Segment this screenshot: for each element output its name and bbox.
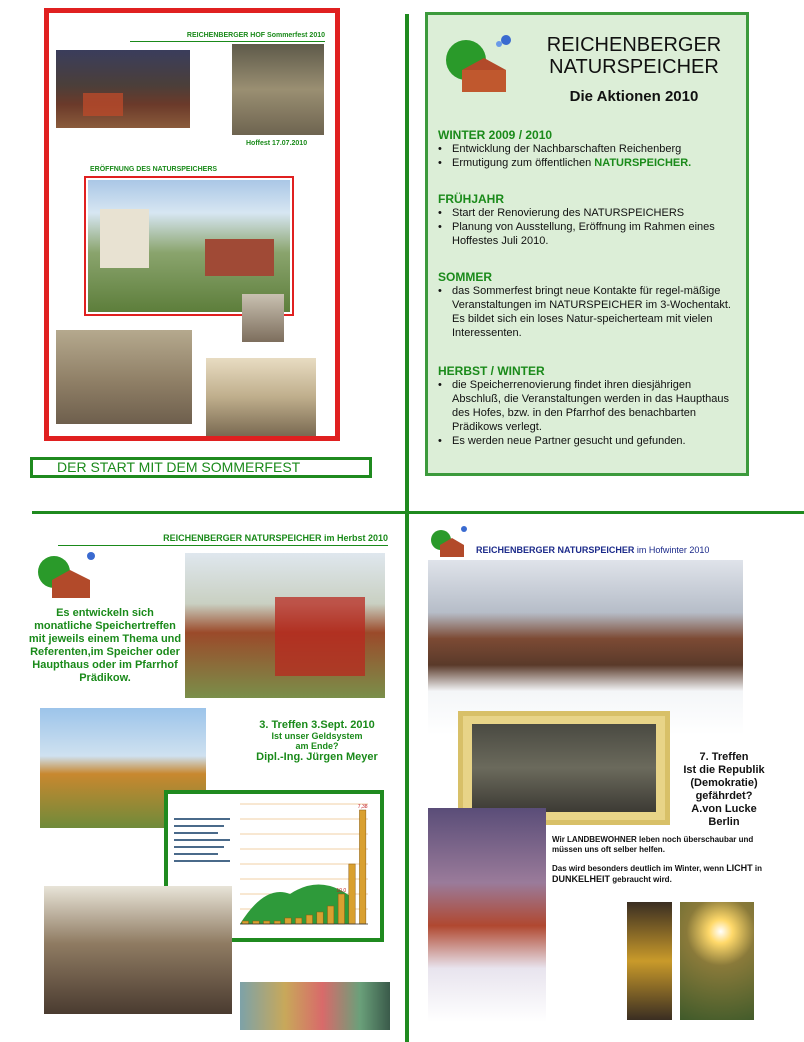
q4-title-suffix: im Hofwinter 2010 [634,545,710,555]
chart-text-line [174,853,218,855]
actions-heading [524,34,744,78]
winter-text-2-c: gebraucht wird. [610,875,672,884]
autumn-section [438,364,738,448]
q3-title: REICHENBERGER NATURSPEICHER im Herbst 2010 [58,533,388,546]
winter-text-2 [552,863,782,885]
winter-text-1: Wir LANDBEWOHNER leben noch überschaubar und müssen uns oft selber helfen. [552,835,754,854]
spring-item-2: • Planung von Ausstellung, Eröffnung im Rahmen eines Hoffestes Juli 2010. [438,220,738,248]
chart-bar [359,810,365,924]
chart-data-label: 7,38 [357,804,368,810]
meeting-3-topic-2: am Ende? [295,741,339,751]
vertical-divider [405,14,409,1042]
couple-photo [242,294,284,342]
musicians-photo [232,44,324,135]
autumn-item-2: • Es werden neue Partner gesucht und gefunden. [438,434,738,448]
heading-line-2: NATURSPEICHER [549,56,719,78]
barn-night-photo [56,50,190,128]
logo-icon [444,30,518,96]
golden-statue-photo [627,902,672,1020]
group-photo [56,330,192,424]
chart-text-line [174,825,224,827]
chart-bar [349,864,355,924]
naturspeicher-logo [444,30,518,96]
winter-text-2-a: Das wird besonders deutlich im Winter, wenn [552,864,727,873]
winter-text-light: LICHT [726,863,753,873]
meeting-3-speaker: Dipl.-Ing. Jürgen Meyer [256,751,378,763]
naturspeicher-logo-small [36,548,100,600]
chart-text-line [174,832,218,834]
summer-section [438,270,738,340]
winter-text-darkness: DUNKELHEIT [552,874,610,884]
winter-title: WINTER 2009 / 2010 [438,128,553,142]
winter-item-1: • Entwicklung der Nachbarschaften Reichenberg [438,142,743,156]
winter-text [552,835,782,885]
chart-text-line [174,818,230,820]
meeting-7-city: Berlin [708,816,740,828]
meeting-photo [44,886,232,1014]
q4-title-main: REICHENBERGER NATURSPEICHER [476,545,635,555]
snowy-house-photo [428,808,546,1022]
chart-bar [327,906,333,924]
meeting-7-topic-1: Ist die Republik [683,764,765,776]
discussion-photo [472,724,656,812]
chart-bar [306,915,312,924]
chart-text-line [174,846,224,848]
logo-tiny-icon [430,524,470,558]
meeting-7-topic-3: gefährdet? [695,790,753,802]
chart-bar [274,921,280,924]
chart-bar [317,912,323,924]
chart-text-line [174,860,230,862]
meeting-7-info [676,751,772,829]
snowy-barn-photo [428,560,743,735]
storage-room-photo [206,358,316,436]
summer-title: SOMMER [438,270,492,284]
meeting-7-topic-2: (Demokratie) [690,777,758,789]
meetings-intro: Es entwickeln sich monatliche Speichertreffen mit jeweils einem Thema und Referenten,im Speicher oder Haupthaus oder im Pfarrhof Prädikow. [28,607,182,684]
summer-item-1: • das Sommerfest bringt neue Kontakte für regel-mäßige Veranstaltungen im NATURSPEICHER im 3-Wochentakt. Es bildet sich ein loses Natur-speicherteam mit vielen Interessenten. [438,284,738,340]
chart-bar [338,894,344,924]
opening-photo [88,180,290,312]
chart-data-label: 10,0 [336,888,347,894]
meeting-3-info [242,719,392,763]
chart-bar [253,921,259,924]
naturspeicher-logo-tiny [430,524,470,558]
autumn-title: HERBST / WINTER [438,364,545,378]
spring-title: FRÜHJAHR [438,192,504,206]
heading-line-1: REICHENBERGER [546,34,722,56]
q1-title: REICHENBERGER HOF Sommerfest 2010 [130,32,325,42]
chart-bar [285,918,291,924]
chart-bar [263,921,269,924]
logo-small-icon [36,548,100,600]
banknotes-photo [240,982,390,1030]
winter-item-2-bold: NATURSPEICHER. [594,157,692,169]
autumn-house-photo [185,553,385,698]
winter-text-2-b: in [752,864,763,873]
hoffest-caption: Hoffest 17.07.2010 [246,140,308,147]
horizontal-divider [32,511,804,514]
start-banner: DER START MIT DEM SOMMERFEST [30,457,372,478]
chart-text-line [174,839,230,841]
chart-bar [242,921,248,924]
meeting-7-speaker: A.von Lucke [691,803,757,815]
winter-item-2-text: Ermutigung zum öffentlichen [452,157,595,169]
autumn-item-1: • die Speicherrenovierung findet ihren diesjährigen Abschluß, die Veranstaltungen werden in das Haupthaus des Hofes, bzw. in den Pfarrhof des benachbarten Prädikows verlegt. [438,378,738,434]
chart-bar [295,918,301,924]
spring-item-1: • Start der Renovierung des NATURSPEICHERS [438,206,738,220]
opening-caption: ERÖFFNUNG DES NATURSPEICHERS [90,166,218,173]
winter-item-2 [438,156,743,170]
winter-section [438,128,743,170]
actions-subheading: Die Aktionen 2010 [569,88,699,105]
meeting-3-date: 3. Treffen 3.Sept. 2010 [259,719,375,731]
q4-title [476,545,776,555]
lantern-photo [680,902,754,1020]
meeting-7-number: 7. Treffen [699,751,749,763]
spring-section [438,192,738,248]
meeting-3-topic-1: Ist unser Geldsystem [271,731,363,741]
